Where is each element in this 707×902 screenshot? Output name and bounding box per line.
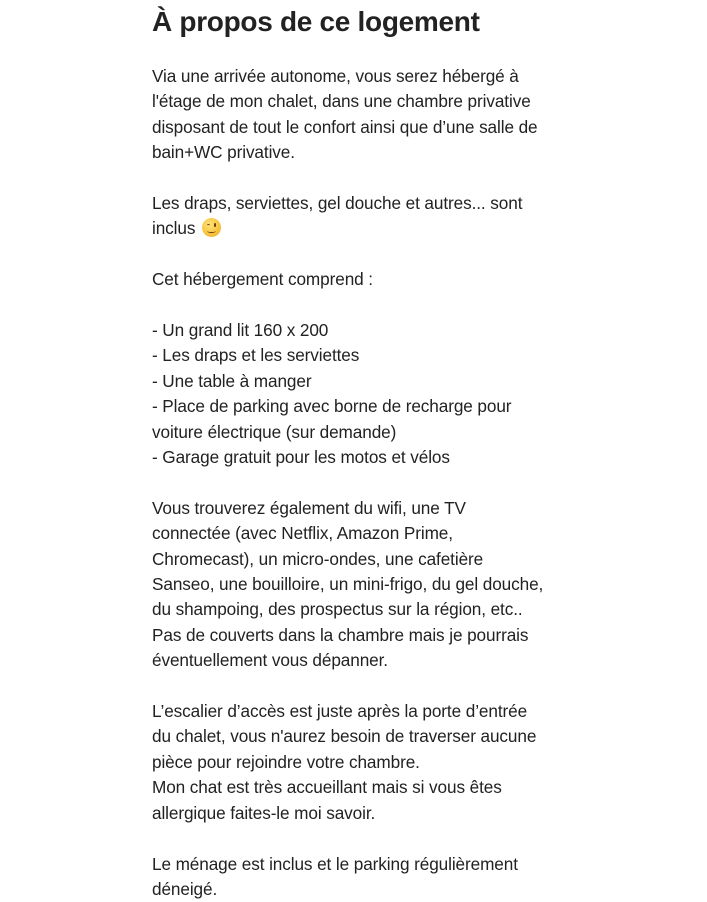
text-line: Sanseo, une bouilloire, un mini-frigo, du gel douche, <box>152 572 572 597</box>
text-line: Pas de couverts dans la chambre mais je pourrais <box>152 623 572 648</box>
listing-description <box>152 64 572 902</box>
text-line: Les draps, serviettes, gel douche et autres... sont <box>152 191 572 216</box>
text-line: éventuellement vous dépanner. <box>152 648 572 673</box>
text-line: pièce pour rejoindre votre chambre. <box>152 750 572 775</box>
text-line: Chromecast), un micro-ondes, une cafetière <box>152 547 572 572</box>
text-line: déneigé. <box>152 877 572 902</box>
text-line: Vous trouverez également du wifi, une TV <box>152 496 572 521</box>
description-paragraph-extras <box>152 496 572 674</box>
amenities-list <box>152 318 572 470</box>
text-line: du shampoing, des prospectus sur la région, etc.. <box>152 597 572 622</box>
list-item: - Place de parking avec borne de recharge pour <box>152 394 572 419</box>
description-paragraph-access <box>152 699 572 826</box>
text-line: allergique faites-le moi savoir. <box>152 801 572 826</box>
description-paragraph-amenities-intro <box>152 267 572 292</box>
list-item: - Un grand lit 160 x 200 <box>152 318 572 343</box>
text-line: Le ménage est inclus et le parking régulièrement <box>152 852 572 877</box>
description-paragraph-cleaning <box>152 852 572 902</box>
text-line <box>152 216 572 241</box>
text-fragment: inclus <box>152 218 195 238</box>
text-line: L’escalier d’accès est juste après la porte d’entrée <box>152 699 572 724</box>
list-item: - Garage gratuit pour les motos et vélos <box>152 445 572 470</box>
list-item: - Une table à manger <box>152 369 572 394</box>
text-line: connectée (avec Netflix, Amazon Prime, <box>152 521 572 546</box>
text-line: bain+WC privative. <box>152 140 572 165</box>
winking-face-emoji-icon <box>202 218 221 237</box>
text-line: Cet hébergement comprend : <box>152 267 572 292</box>
text-line: disposant de tout le confort ainsi que d’une salle de <box>152 115 572 140</box>
text-line: du chalet, vous n'aurez besoin de traverser aucune <box>152 724 572 749</box>
list-item: voiture électrique (sur demande) <box>152 420 572 445</box>
list-item: - Les draps et les serviettes <box>152 343 572 368</box>
text-line: Mon chat est très accueillant mais si vous êtes <box>152 775 572 800</box>
section-title: À propos de ce logement <box>152 0 572 42</box>
description-paragraph-arrival <box>152 64 572 166</box>
description-paragraph-included <box>152 191 572 242</box>
text-line: l'étage de mon chalet, dans une chambre privative <box>152 89 572 114</box>
about-listing-section <box>152 0 572 902</box>
text-line: Via une arrivée autonome, vous serez hébergé à <box>152 64 572 89</box>
